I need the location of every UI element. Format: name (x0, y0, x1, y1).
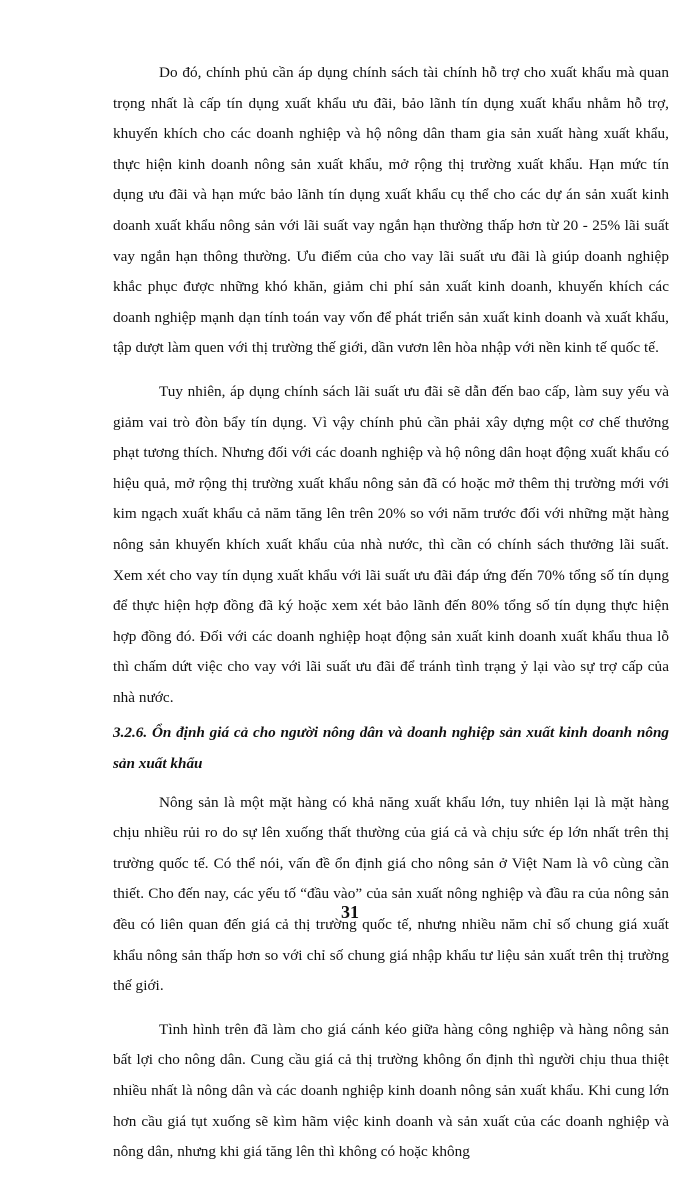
body-paragraph-2: Tuy nhiên, áp dụng chính sách lãi suất ưu đãi sẽ dẫn đến bao cấp, làm suy yếu và giảm vai trò đòn bẩy tín dụng. Vì vậy chính phủ cần phải xây dựng một cơ chế thưởng phạt tương thích. Nhưng đối với các doanh nghiệp và hộ nông dân hoạt động xuất khẩu có hiệu quả, mở rộng thị trường xuất khẩu nông sản đã có hoặc mở thêm thị trường mới với kim ngạch xuất khẩu cả năm tăng lên trên 20% so với năm trước đối với những mặt hàng nông sản khuyến khích xuất khẩu của nhà nước, thì cần có chính sách thưởng lãi suất. Xem xét cho vay tín dụng xuất khẩu với lãi suất ưu đãi đáp ứng đến 70% tổng số tín dụng để thực hiện hợp đồng đã ký hoặc xem xét bảo lãnh đến 80% tổng số tín dụng thực hiện hợp đồng đó. Đối với các doanh nghiệp hoạt động sản xuất kinh doanh xuất khẩu thua lỗ thì chấm dứt việc cho vay với lãi suất ưu đãi để tránh tình trạng ỷ lại vào sự trợ cấp của nhà nước. (113, 382, 669, 706)
section-heading: 3.2.6. Ổn định giá cả cho người nông dân và doanh nghiệp sản xuất kinh doanh nông sản xuất khẩu (113, 724, 669, 773)
page-number: 31 (341, 902, 359, 922)
body-paragraph-3: Nông sản là một mặt hàng có khả năng xuất khẩu lớn, tuy nhiên lại là mặt hàng chịu nhiều rủi ro do sự lên xuống thất thường của giá cả và chịu sức ép lớn nhất trên thị trường quốc tế. Có thể nói, vấn đề ổn định giá cho nông sản ở Việt Nam là vô cùng cần thiết. Cho đến nay, các yếu tố “đầu vào” của sản xuất nông nghiệp và đầu ra của nông sản đều có liên quan đến giá cả thị trường quốc tế, nhưng nhiều năm chỉ số chung giá xuất khẩu nông sản thấp hơn so với chỉ số chung giá nhập khẩu tư liệu sản xuất trên thị trường thế giới. (113, 793, 669, 995)
document-page (113, 58, 669, 1181)
body-paragraph-1: Do đó, chính phủ cần áp dụng chính sách tài chính hỗ trợ cho xuất khẩu mà quan trọng nhất là cấp tín dụng xuất khẩu ưu đãi, bảo lãnh tín dụng xuất khẩu nhằm hỗ trợ, khuyến khích cho các doanh nghiệp và hộ nông dân tham gia sản xuất hàng xuất khẩu, thực hiện kinh doanh nông sản xuất khẩu, mở rộng thị trường xuất khẩu. Hạn mức tín dụng ưu đãi và hạn mức bảo lãnh tín dụng xuất khẩu cụ thể cho các dự án sản xuất kinh doanh xuất khẩu nông sản với lãi suất vay ngắn hạn thường thấp hơn từ 20 - 25% lãi suất vay ngắn hạn thông thường. Ưu điểm của cho vay lãi suất ưu đãi là giúp doanh nghiệp khắc phục được những khó khăn, giảm chi phí sản xuất kinh doanh, khuyến khích các doanh nghiệp mạnh dạn tính toán vay vốn để phát triển sản xuất kinh doanh và xuất khẩu, tập dượt làm quen với thị trường thế giới, dần vươn lên hòa nhập với nền kinh tế quốc tế. (113, 64, 669, 357)
body-paragraph-4: Tình hình trên đã làm cho giá cánh kéo giữa hàng công nghiệp và hàng nông sản bất lợi cho nông dân. Cung cầu giá cả thị trường không ổn định thì người chịu thua thiệt nhiều nhất là nông dân và các doanh nghiệp kinh doanh nông sản xuất khẩu. Khi cung lớn hơn cầu giá tụt xuống sẽ kìm hãm việc kinh doanh và sản xuất của các doanh nghiệp và nông dân, nhưng khi giá tăng lên thì không có hoặc không (113, 1020, 669, 1161)
